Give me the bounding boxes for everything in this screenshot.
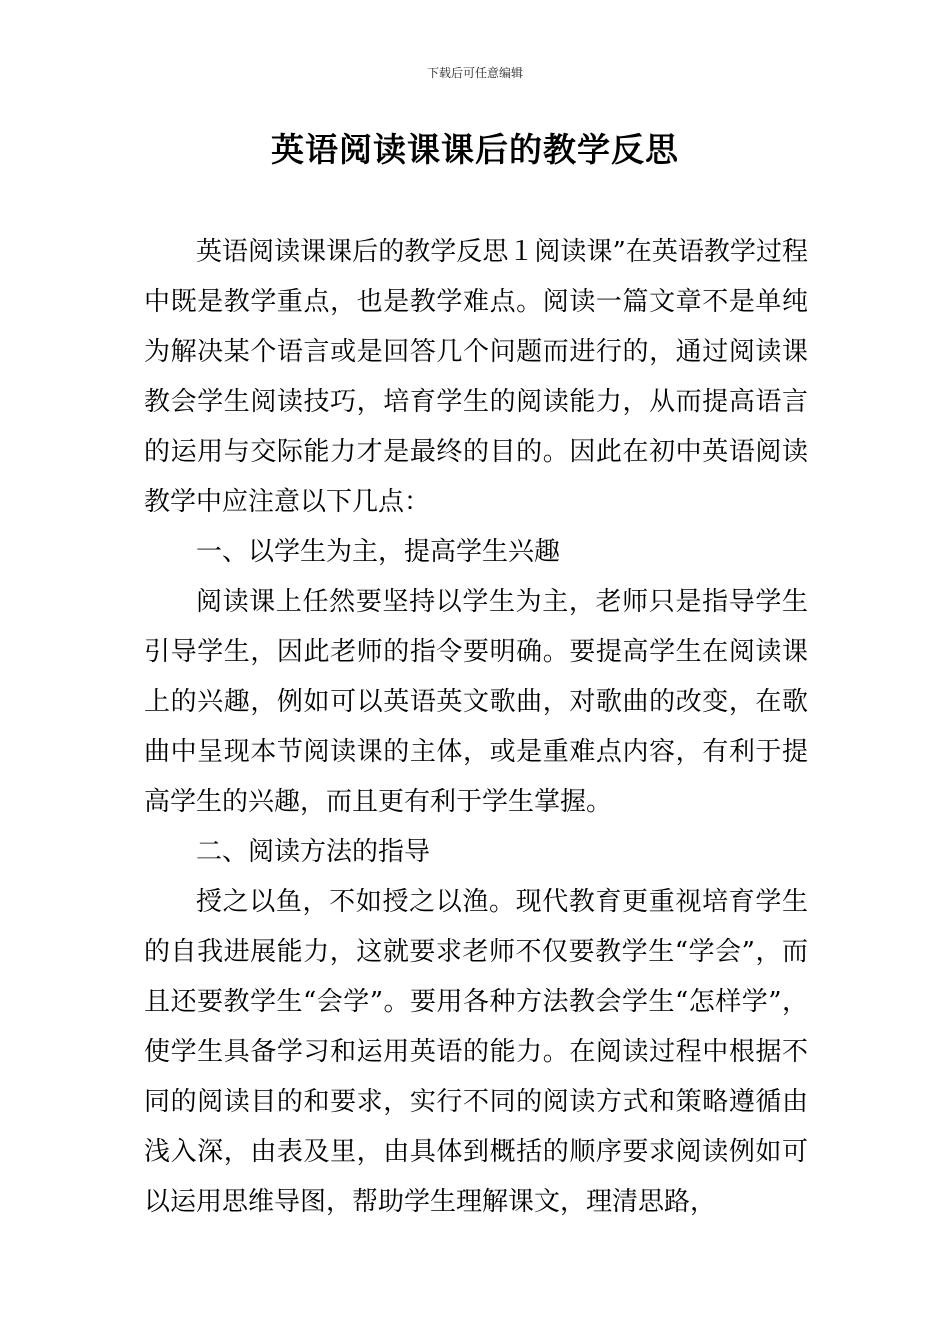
header-note: 下载后可任意编辑 (426, 66, 523, 80)
paragraph-intro: 英语阅读课课后的教学反思１阅读课”在英语教学过程中既是教学重点，也是教学难点。阅读一篇文章不是单纯为解决某个语言或是回答几个问题而进行的，通过阅读课教会学生阅读技巧，培育学生的阅读能力，从而提高语言的运用与交际能力才是最终的目的。因此在初中英语阅读教学中应注意以下几点： (144, 237, 808, 517)
paragraph-section-2: 授之以鱼，不如授之以渔。现代教育更重视培育学生的自我进展能力，这就要求老师不仅要教学生“学会”，而且还要教学生“会学”。要用各种方法教会学生“怎样学”，使学生具备学习和运用英语的能力。在阅读过程中根据不同的阅读目的和要求，实行不同的阅读方式和策略遵循由浅入深，由表及里，由具体到概括的顺序要求阅读例如可以运用思维导图，帮助学生理解课文，理清思路， (144, 887, 808, 1217)
document-body (144, 227, 808, 1227)
section-heading-1: 一、以学生为主，提高学生兴趣 (196, 537, 561, 567)
document-title: 英语阅读课课后的教学反思 (271, 130, 679, 169)
section-heading-2: 二、阅读方法的指导 (196, 837, 431, 867)
paragraph-section-1: 阅读课上任然要坚持以学生为主，老师只是指导学生引导学生，因此老师的指令要明确。要提高学生在阅读课上的兴趣，例如可以英语英文歌曲，对歌曲的改变，在歌曲中呈现本节阅读课的主体，或是重难点内容，有利于提高学生的兴趣，而且更有利于学生掌握。 (144, 587, 808, 817)
